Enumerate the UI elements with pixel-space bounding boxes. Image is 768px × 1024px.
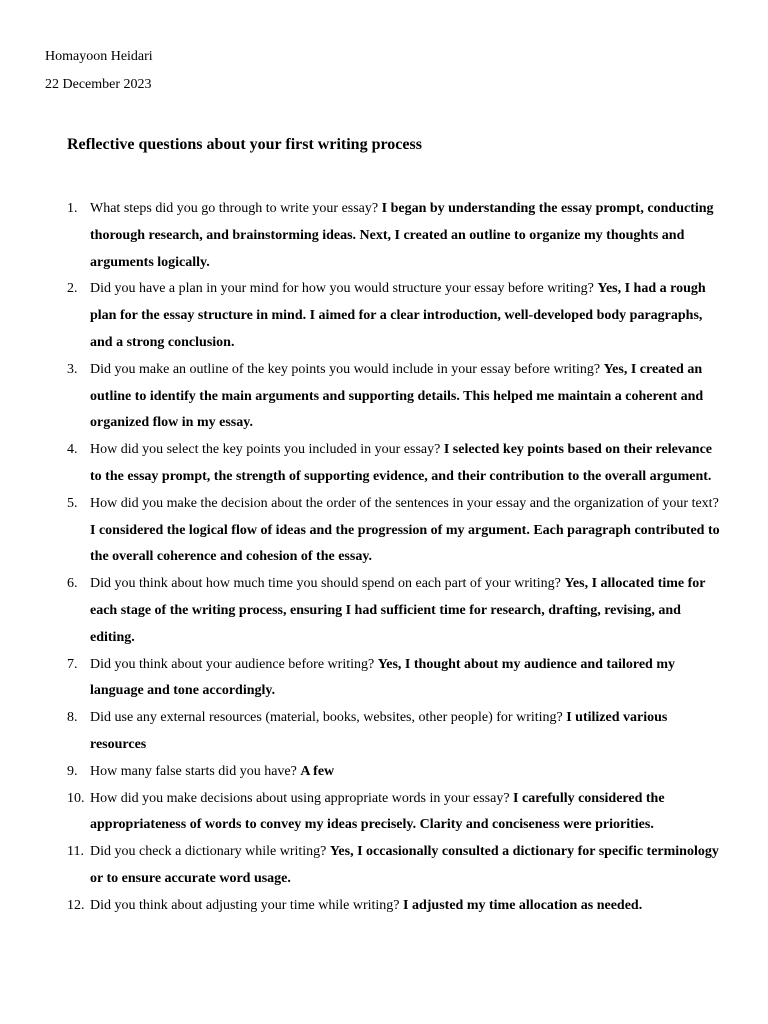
question-text: Did you have a plan in your mind for how you would structure your essay before writing?: [90, 281, 594, 297]
item-number: 3.: [67, 361, 78, 377]
document-date: 22 December 2023: [45, 77, 152, 92]
question-text: Did you think about your audience before writing?: [90, 656, 375, 672]
item-number: 5.: [67, 495, 78, 511]
list-item: [67, 196, 727, 276]
list-item: [67, 786, 727, 840]
document-title: Reflective questions about your first writing process: [67, 136, 422, 153]
question-text: How did you make the decision about the order of the sentences in your essay and the organization of your text?: [90, 495, 719, 511]
answer-text: I adjusted my time allocation as needed.: [403, 897, 643, 913]
question-text: Did use any external resources (material, books, websites, other people) for writing?: [90, 710, 563, 726]
answer-text: Yes, I had a rough plan for the essay structure in mind. I aimed for a clear introduction, well-developed body paragraphs, and a strong conclusion.: [90, 281, 706, 350]
list-item: [67, 491, 727, 571]
answer-text: Yes, I occasionally consulted a dictionary for specific terminology or to ensure accurate word usage.: [90, 844, 719, 886]
answer-text: Yes, I created an outline to identify the main arguments and supporting details. This helped me maintain a coherent and organized flow in my essay.: [90, 361, 704, 431]
item-number: 2.: [67, 281, 78, 297]
item-number: 10.: [67, 790, 85, 806]
answer-text: I began by understanding the essay prompt, conducting thorough research, and brainstorming ideas. Next, I created an outline to organize my thoughts and arguments logically.: [90, 201, 714, 270]
item-number: 7.: [67, 656, 78, 672]
answer-text: Yes, I allocated time for each stage of the writing process, ensuring I had sufficient time for research, drafting, revising, and editing.: [90, 576, 706, 645]
questions-list: [67, 196, 727, 920]
item-number: 1.: [67, 201, 78, 216]
item-number: 6.: [67, 576, 78, 592]
item-number: 4.: [67, 442, 78, 458]
answer-text: Yes, I thought about my audience and tailored my language and tone accordingly.: [90, 656, 675, 699]
list-item: [67, 437, 727, 491]
question-text: Did you make an outline of the key points you would include in your essay before writing?: [90, 361, 601, 377]
answer-text: I considered the logical flow of ideas and the progression of my argument. Each paragraph contributed to the overall coherence and cohesion of the essay.: [90, 522, 720, 565]
answer-text: A few: [300, 763, 335, 779]
item-number: 12.: [67, 897, 85, 913]
question-text: What steps did you go through to write your essay?: [90, 201, 379, 216]
question-text: Did you check a dictionary while writing?: [90, 844, 327, 860]
answer-text: I utilized various resources: [90, 710, 668, 752]
list-item: [67, 893, 727, 920]
question-text: How did you make decisions about using appropriate words in your essay?: [90, 790, 510, 806]
answer-text: I carefully considered the appropriateness of words to convey my ideas precisely. Clarity and conciseness were priorities.: [90, 790, 665, 833]
list-item: [67, 357, 727, 437]
answer-text: I selected key points based on their relevance to the essay prompt, the strength of supporting evidence, and their contribution to the overall argument.: [90, 442, 713, 484]
list-item: [67, 276, 727, 356]
item-number: 8.: [67, 710, 78, 726]
question-text: Did you think about adjusting your time while writing?: [90, 897, 400, 913]
list-item: [67, 839, 727, 893]
question-text: How many false starts did you have?: [90, 763, 297, 779]
item-number: 9.: [67, 763, 78, 779]
list-item: [67, 571, 727, 651]
item-number: 11.: [67, 844, 84, 860]
list-item: [67, 705, 727, 759]
author-name: Homayoon Heidari: [45, 49, 153, 64]
list-item: [67, 652, 727, 706]
question-text: Did you think about how much time you should spend on each part of your writing?: [90, 576, 561, 592]
question-text: How did you select the key points you included in your essay?: [90, 442, 441, 458]
list-item: [67, 759, 727, 786]
